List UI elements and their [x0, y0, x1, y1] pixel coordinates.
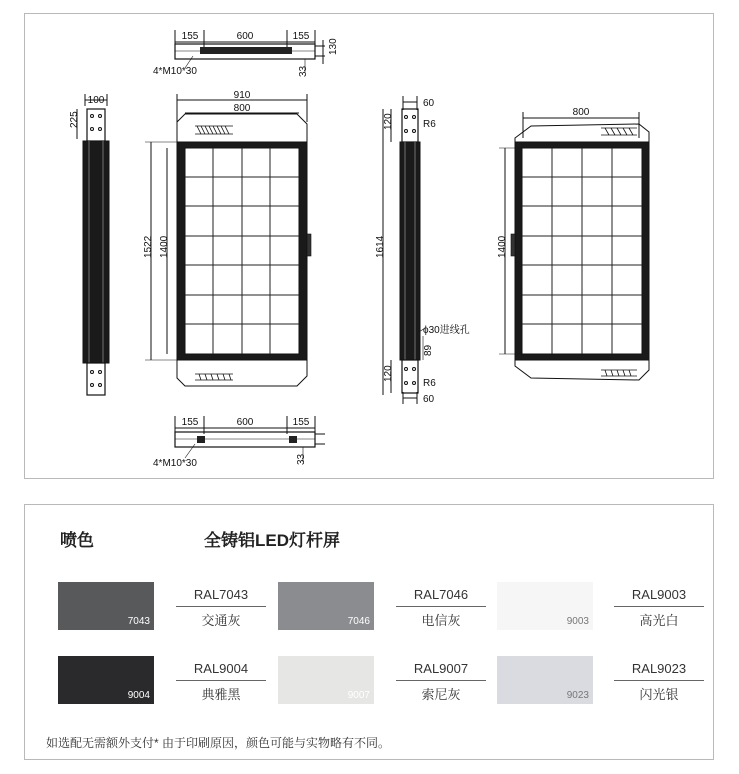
- ral-label: RAL9007: [413, 661, 469, 676]
- ral-divider: [396, 606, 486, 607]
- swatch-code: 9007: [347, 690, 370, 701]
- left-side-dim-width: 100: [87, 95, 105, 106]
- ral-divider: [176, 606, 266, 607]
- swatch-code: 7043: [127, 616, 150, 627]
- technical-drawing-panel: [24, 13, 714, 479]
- swatch-7043: [58, 582, 154, 630]
- bottom-plan-dim-155-left: 155: [181, 417, 199, 428]
- top-plan-dim-600: 600: [236, 31, 254, 42]
- top-plan-holes-label: 4*M10*30: [153, 66, 197, 77]
- top-plan-view: [153, 30, 339, 77]
- bottom-plan-dim-33: 33: [296, 453, 307, 465]
- rear-dim-width: 800: [572, 107, 590, 118]
- top-plan-dim-155-right: 155: [292, 31, 310, 42]
- rear-view: [497, 107, 649, 380]
- swatch-9004: [58, 656, 154, 704]
- right-side-dim-bottom-width: 60: [423, 394, 435, 405]
- ral-label: RAL9004: [193, 661, 249, 676]
- swatch-7046: [278, 582, 374, 630]
- technical-drawing: [25, 14, 715, 480]
- footnote: 如选配无需额外支付* 由于印刷原因，颜色可能与实物略有不同。: [46, 736, 391, 750]
- color-name: 索尼灰: [421, 687, 461, 702]
- front-dim-outer-width: 910: [233, 90, 251, 101]
- right-side-dim-top-width: 60: [423, 98, 435, 109]
- ral-label: RAL9003: [631, 587, 687, 602]
- ral-divider: [614, 606, 704, 607]
- color-name: 高光白: [639, 613, 679, 628]
- bottom-plan-dim-155-right: 155: [292, 417, 310, 428]
- left-side-view: [69, 94, 109, 395]
- color-name: 电信灰: [421, 613, 461, 628]
- top-plan-dim-130: 130: [328, 38, 339, 55]
- top-plan-dim-33: 33: [298, 65, 309, 77]
- right-side-r-bottom: R6: [423, 378, 436, 389]
- left-side-dim-top: 225: [69, 111, 80, 128]
- swatch-code: 9003: [566, 616, 589, 627]
- swatch-code: 7046: [347, 616, 370, 627]
- bottom-plan-dim-600: 600: [236, 417, 254, 428]
- color-name: 闪光银: [639, 687, 679, 702]
- ral-divider: [396, 680, 486, 681]
- swatch-9003: [497, 582, 593, 630]
- right-side-dim-top-height: 120: [383, 113, 394, 130]
- rear-dim-height: 1400: [497, 235, 508, 258]
- right-side-r-top: R6: [423, 119, 436, 130]
- swatch-9007: [278, 656, 374, 704]
- right-side-dim-89: 89: [423, 344, 434, 356]
- swatch-code: 9004: [127, 690, 150, 701]
- bottom-plan-holes-label: 4*M10*30: [153, 458, 197, 469]
- swatch-code: 9023: [566, 690, 589, 701]
- swatch-9023: [497, 656, 593, 704]
- color-name: 交通灰: [201, 613, 241, 628]
- front-dim-outer-height: 1522: [143, 235, 154, 258]
- ral-divider: [614, 680, 704, 681]
- ral-divider: [176, 680, 266, 681]
- front-dim-inner-width: 800: [233, 103, 251, 114]
- front-dim-inner-height: 1400: [159, 235, 170, 258]
- ral-label: RAL9023: [631, 661, 687, 676]
- color-swatch-panel: [24, 504, 714, 760]
- right-side-dim-bottom-height: 120: [383, 365, 394, 382]
- right-side-cable-hole: ϕ30进线孔: [423, 325, 470, 336]
- section-heading-product: 全铸铝LED灯杆屏: [204, 531, 340, 550]
- right-side-dim-height: 1614: [375, 235, 386, 258]
- color-name: 典雅黑: [201, 687, 241, 702]
- ral-label: RAL7046: [413, 587, 469, 602]
- right-side-view: [375, 96, 470, 405]
- front-view: [143, 90, 311, 386]
- ral-label: RAL7043: [193, 587, 249, 602]
- top-plan-dim-155-left: 155: [181, 31, 199, 42]
- section-heading-spray-color: 喷色: [60, 531, 94, 550]
- bottom-plan-view: [153, 416, 325, 469]
